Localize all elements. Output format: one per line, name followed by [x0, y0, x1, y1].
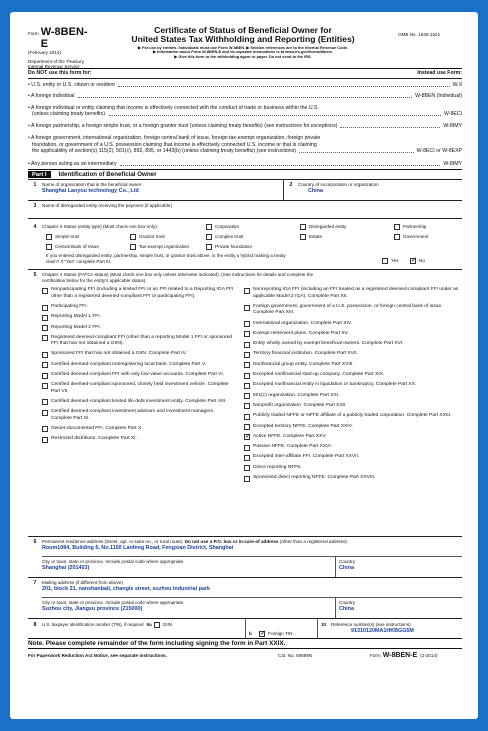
footer-form-number: W-8BEN-E — [382, 652, 418, 659]
fatca-option[interactable] — [42, 362, 236, 369]
fatca-checkbox[interactable] — [42, 426, 48, 432]
do-not-use-section — [28, 69, 462, 167]
option-simple-trust[interactable]: Simple trust — [46, 234, 79, 240]
not-use-item: • A foreign partnership, a foreign simple trust, or a foreign grantor trust (unless claiming treaty benefits) (see instructions for exceptions) — [28, 122, 338, 129]
fatca-option-label: Entity wholly owned by exempt beneficial owners. Complete Part XVI. — [253, 341, 404, 347]
not-use-form: W-8ECI or W-8EXP — [416, 148, 462, 154]
option-complex-trust[interactable]: Complex trust — [206, 234, 243, 240]
fatca-option[interactable] — [42, 382, 236, 395]
fatca-option[interactable] — [244, 304, 462, 317]
irs-label: Internal Revenue Service — [28, 64, 80, 70]
line7-label: Mailing address (if different from above) — [42, 580, 123, 585]
fatca-option-label: Nonreporting IGA FFI (including an FFI treated as a registered deemed-compliant FFI under an applicable Model 2 IGA). Complete Part XII. — [253, 287, 459, 299]
form-number: W-8BEN-E — [40, 26, 88, 50]
omb-number: OMB No. 1545-1621 — [398, 32, 441, 37]
part-label: Part I — [28, 171, 51, 178]
fatca-checkbox[interactable] — [244, 362, 250, 368]
form-header — [28, 26, 462, 68]
fatca-option-label: Certified deemed-compliant nonregistering local bank. Complete Part V. — [51, 361, 207, 367]
form-title-line2: United States Tax Withholding and Reporting (Entities) — [131, 34, 355, 45]
fatca-option[interactable] — [244, 362, 462, 369]
not-use-item: • U.S. entity or U.S. citizen or resident — [28, 81, 115, 88]
fatca-option-label: Sponsored direct reporting NFFE. Complete Part XXVIII. — [253, 475, 376, 481]
fatca-option[interactable] — [42, 372, 236, 379]
not-use-form: W-8IMY — [443, 160, 462, 167]
not-use-item-cont: foundation, or government of a U.S. possession claiming that income is effectively connected U.S. income or that is claiming — [32, 141, 317, 148]
fatca-checkbox[interactable] — [244, 476, 250, 482]
fatca-option[interactable] — [42, 287, 236, 300]
fatca-option-label: Exempt retirement plans. Complete Part XV. — [253, 330, 349, 336]
fatca-option-label: Certified deemed-compliant FFI with only low-value accounts. Complete Part VI. — [51, 372, 225, 378]
line2-label: Country of incorporation or organization — [298, 182, 379, 187]
form-title-line1: Certificate of Status of Beneficial Owner for — [154, 25, 332, 35]
fatca-checkbox[interactable] — [244, 403, 250, 409]
hybrid-question-line1: If you entered disregarded entity, partnership, simple trust, or grantor trust above, is the entity a hybrid making a treaty — [46, 253, 286, 258]
fatca-checkbox[interactable] — [244, 373, 250, 379]
fatca-checkbox[interactable] — [244, 424, 250, 430]
giin-checkbox[interactable]: GIIN — [154, 622, 172, 638]
line5-label-1: Chapter 4 Status (FATCA status) (Must check one box only unless otherwise indicated). (See instructions for details and complete the — [42, 272, 314, 277]
cat-number: Cat. No. 59689N — [278, 653, 313, 658]
line5-label-2: certification below for the entity's applicable status). — [42, 277, 147, 283]
fatca-checkbox[interactable] — [42, 410, 48, 416]
note-text: Note. Please complete remainder of the form including signing the form in Part XXIX. — [28, 640, 286, 647]
not-use-item: • A foreign individual — [28, 93, 75, 99]
fatca-checkbox[interactable] — [244, 288, 250, 294]
line9b-label: b — [249, 631, 252, 636]
fatca-checkbox[interactable] — [42, 399, 48, 405]
mailing-country-field[interactable]: China — [339, 605, 354, 612]
fatca-option-label: Foreign government, government of a U.S. possession, or foreign central bank of issue. Complete Part XIII. — [253, 304, 443, 316]
line6-label-bold: Do not use a P.O. box or in-care-of address — [184, 539, 279, 544]
do-not-use-heading: Do NOT use this form for: — [28, 70, 92, 76]
form-subtitle-1: ▶ For use by entities. Individuals must use Form W-8BEN. ▶ Section references are to the Internal Revenue Code. — [137, 44, 349, 50]
fatca-option-label: Territory financial institution. Complete Part XVII. — [253, 351, 358, 357]
line8-label: U.S. taxpayer identification number (TIN), if required — [42, 622, 144, 627]
fatca-option-label: Sponsored FFI that has not obtained a GIIN. Complete Part IV. — [51, 351, 187, 357]
fatca-checkbox[interactable] — [42, 373, 48, 379]
option-private-foundation[interactable]: Private foundation — [206, 244, 252, 250]
option-estate[interactable]: Estate — [300, 234, 322, 240]
dept-treasury: Department of the Treasury — [28, 58, 84, 64]
fatca-option[interactable] — [244, 351, 462, 358]
city-label: City or town, state or province. Include postal code where appropriate. — [42, 600, 185, 605]
org-name-field[interactable]: Shanghai Lanyou technology Co., Ltd — [42, 187, 139, 194]
fatca-option-label: Excepted inter-affiliate FFI. Complete Part XXVII. — [253, 454, 360, 460]
fatca-option[interactable] — [244, 382, 462, 389]
fatca-option-label: Nonfinancial group entity. Complete Part XVIII. — [253, 361, 354, 367]
line9a-label: 9a — [146, 622, 152, 627]
hybrid-no-checkbox[interactable]: ✓ No — [410, 258, 425, 264]
fatca-option[interactable] — [42, 399, 236, 406]
line6-label-end: (other than a registered address). — [279, 539, 349, 544]
fatca-checkbox[interactable] — [244, 331, 250, 337]
option-disregarded-entity[interactable]: Disregarded entity — [300, 224, 346, 230]
not-use-item: • A foreign individual or entity claiming that income is effectively connected with the conduct of trade or business within the U.S. — [28, 104, 319, 111]
fatca-option-label: Excepted territory NFFE. Complete Part XXIV. — [253, 423, 353, 429]
fatca-option[interactable] — [244, 465, 462, 472]
not-use-form: W-8ECI — [443, 111, 462, 117]
fatca-checkbox[interactable] — [42, 437, 48, 443]
form-page: Form W-8BEN-E (February 2014) Department of the Treasury Internal Revenue Service Certificate of Status of Beneficial Owner for United States Tax Withholding and Reporting (Entities) ▶ For use by entities. Individuals must use Form W-8BEN. ▶ Section references are to the Internal Revenue Code. ▶ Information about Form W-8BEN-E and its separate instructions is at www.irs.gov/formw8bene. ▶ Give this form to the withholding agent or payer. Do not send to the IRS. OMB No. 1545-1621 Do NOT use this form for: Instead use Form: • U.S. entity or U.S. citizen or resident W-9 • A foreign individual W-8BEN (Individual) • A foreign individual or entity claiming that income is effectively connected with the conduct of trade or business within the U.S. (unless claiming treaty benefits). W-8ECI • A foreign partnership, a foreign simple trust, or a foreign grantor trust (unless claiming treaty benefits) (see instructions for exceptions) W-8IMY • A foreign government, international organization, foreign central bank of issue, foreign tax-exempt organization, foreign private foundation, or government of a U.S. possession claiming that income is effectively connected U.S. income or that is claiming the applicability of section(s) 115(2), 501(c), 892, 895, or 1443(b) (unless claiming treaty benefits) (see instructions) W-8ECI or W-8EXP • Any person acting as an intermediary W-8IMY Part I Identification of Beneficial Owner 1 Name of organization that is the beneficial owner Shanghai Lanyou technology Co., Ltd 2 Country of incorporation or organization China 3 Name of disregarded entity receiving the payment (if applicable) 4 Chapter 3 Status (entity type) (Must check one box only): Corporation Disregarded entity Partnership Simple trust Grantor trust Complex trust Estate Government Central Bank of Issue Tax-exempt organization Private foundation If you entered disregarded entity, partnership, simple trust, or grantor trust above, is the entity a hybrid making a treaty claim? If "Yes" complete Part III. Yes ✓ No 5 Chapter 4 Status (FATCA status) (Must check one box only unless otherwise indicated). (See instructions for details and complete the certification below for the entity's applicable status). Nonparticipating FFI (including a limited FFI or an FFI related to a Reporting IGA FFI other than a registered deemed-compliant FFI or participating FFI). Participating FFI. Reporting Model 1 FFI. Reporting Model 2 FFI. Registered deemed-compliant FFI (other than a reporting Model 1 FFI or sponsored FFI that has not obtained a GIIN). Sponsored FFI that has not obtained a GIIN. Complete Part IV. Certified deemed-compliant nonregistering local bank. Complete Part V. Certified deemed-compliant FFI with only low-value accounts. Complete Part VI. Certified deemed-compliant sponsored, closely held investment vehicle. Complete Part VII. Certified deemed-compliant limited life debt investment entity. Complete Part VIII. Certified deemed-compliant investment advisors and investment managers. Complete Part IX. Owner-documented FFI. Complete Part X. Restricted distributor. Complete Part XI. Nonreporting IGA FFI (including an FFI treated as a registered deemed-compliant FFI under an applicable Model 2 IGA). Complete Part XII. Foreign government, government of a U.S. possession, or foreign central bank of issue. Complete Part XIII. International organization. Complete Part XIV. Exempt retirement plans. Complete Part XV. Entity wholly owned by exempt beneficial owners. Complete Part XVI. Territory financial institution. Complete Part XVII. Nonfinancial group entity. Complete Part XVIII. Excepted nonfinancial start-up company. Complete Part XIX. Excepted nonfinancial entity in liquidation or bankruptcy. Complete Part XX. 501(c) organization. Complete Part XXI. Nonprofit organization. Complete Part XXII. Publicly traded NFFE or NFFE affiliate of a publicly traded corporation. Complete Part XXIII. Excepted territory NFFE. Complete Part XXIV. ✓ Active NFFE. Complete Part XXV. Passive NFFE. Complete Part XXVI. Excepted inter-affiliate FFI. Complete Part XXVII. Direct reporting NFFE. Sponsored direct reporting NFFE. Complete Part XXVIII. 6 Permanent residence address (street, apt. or suite no., or rural route). Do not use a P.O. box or in-care-of address (other than a registered address). Room1084, Building 6, No.1150 Lanfeng Road, Fengxian District, Shanghai City or town, state or province. Include postal code where appropriate. Shanghai (201403) Country China 7 Mailing address (if different from above) 201, block 21, nanshanbali, changle street, suzhou industrial park City or town, state or province. Include postal code where appropriate. Suzhou city, Jiangsu province (215000) Country China 8 U.S. taxpayer identification number (TIN), if required 9a GIIN b ✓ Foreign TIN 10 Reference number(s) (see instructions) 91310120MA1HKBGG5M Note. Please complete remainder of the form including signing the form in Part XXIX. For Paperwork Reduction Act Notice, see separate instructions. Cat. No. 59689N Form W-8BEN-E (2-2014) — [10, 12, 478, 719]
fatca-option-label: Direct reporting NFFE. — [253, 464, 302, 470]
fatca-option-label: Passive NFFE. Complete Part XXVI. — [253, 444, 333, 450]
line1-label: Name of organization that is the beneficial owner — [42, 182, 142, 187]
fatca-checkbox[interactable] — [42, 335, 48, 341]
not-use-item-cont: (unless claiming treaty benefits). — [32, 111, 107, 117]
fatca-option-label: Owner-documented FFI. Complete Part X. — [51, 425, 143, 431]
fatca-right-column — [244, 287, 462, 485]
fatca-option[interactable] — [42, 426, 236, 433]
line4-label: Chapter 3 Status (entity type) (Must check one box only): — [42, 224, 158, 229]
fatca-option-label: Participating FFI. — [51, 304, 88, 310]
fatca-option[interactable] — [244, 287, 462, 300]
residence-city-field[interactable]: Shanghai (201403) — [42, 564, 90, 571]
country-of-incorporation-field[interactable]: China — [308, 187, 323, 194]
mailing-address-field[interactable]: 201, block 21, nanshanbali, changle street, suzhou industrial park — [42, 585, 211, 592]
fatca-checkbox[interactable] — [244, 321, 250, 327]
fatca-option-label: Nonprofit organization. Complete Part XXII. — [253, 402, 347, 408]
fatca-checkbox[interactable] — [244, 352, 250, 358]
fatca-checkbox[interactable] — [42, 352, 48, 358]
not-use-form: W-8BEN (Individual) — [415, 93, 462, 99]
fatca-checkbox[interactable] — [244, 383, 250, 389]
fatca-option-label: Certified deemed-compliant limited life debt investment entity. Complete Part VIII. — [51, 398, 227, 404]
fatca-option-label: International organization. Complete Part XIV. — [253, 320, 353, 326]
option-tax-exempt[interactable]: Tax-exempt organization — [130, 244, 189, 250]
fatca-option-label: Certified deemed-compliant sponsored, closely held investment vehicle. Complete Part VII. — [51, 382, 229, 394]
fatca-option[interactable] — [244, 372, 462, 379]
residence-country-field[interactable]: China — [339, 564, 354, 571]
fatca-option-label: Reporting Model 2 FFI. — [51, 324, 102, 330]
fatca-option[interactable] — [244, 341, 462, 348]
fatca-checkbox[interactable] — [42, 305, 48, 311]
option-corporation[interactable]: Corporation — [206, 224, 239, 230]
reference-number-field[interactable]: 91310120MA1HKBGG5M — [351, 627, 414, 634]
fatca-checkbox[interactable] — [244, 434, 250, 440]
form-subtitle-3: ▶ Give this form to the withholding agent or payer. Do not send to the IRS. — [174, 54, 312, 60]
hybrid-question-line2: claim? If "Yes" complete Part III. — [46, 259, 112, 264]
fatca-checkbox[interactable] — [42, 288, 48, 294]
country-label: Country — [339, 600, 356, 605]
footer-form-label: Form — [370, 653, 381, 658]
fatca-option[interactable] — [42, 325, 236, 332]
option-grantor-trust[interactable]: Grantor trust — [130, 234, 165, 240]
fatca-option[interactable] — [42, 335, 236, 348]
fatca-checkbox[interactable] — [244, 465, 250, 471]
fatca-option[interactable] — [244, 424, 462, 431]
fatca-checkbox[interactable] — [244, 342, 250, 348]
fatca-option[interactable] — [244, 321, 462, 328]
fatca-option-label: 501(c) organization. Complete Part XXI. — [253, 392, 340, 398]
instead-use-heading: Instead use Form: — [417, 70, 462, 76]
fatca-option[interactable] — [244, 475, 462, 482]
foreign-tin-checkbox[interactable]: ✓ Foreign TIN — [259, 631, 292, 636]
form-label: Form — [28, 31, 39, 36]
fatca-checkbox[interactable] — [42, 362, 48, 368]
fatca-option[interactable] — [244, 331, 462, 338]
paperwork-notice: For Paperwork Reduction Act Notice, see separate instructions. — [28, 653, 167, 658]
fatca-option-label: Active NFFE. Complete Part XXV. — [253, 433, 327, 439]
fatca-option[interactable] — [244, 413, 462, 420]
fatca-option[interactable] — [42, 304, 236, 311]
fatca-option-label: Nonparticipating FFI (including a limited FFI or an FFI related to a Reporting IGA FFI other than a registered deemed-compliant FFI or participating FFI). — [51, 287, 234, 299]
not-use-item: • Any person acting as an intermediary — [28, 160, 117, 167]
fatca-checkbox[interactable] — [42, 383, 48, 389]
line10-label: Reference number(s) (see instructions) — [331, 622, 411, 627]
fatca-checkbox[interactable] — [42, 325, 48, 331]
country-label: Country — [339, 559, 356, 564]
fatca-option[interactable] — [42, 351, 236, 358]
fatca-checkbox[interactable] — [244, 455, 250, 461]
form-subtitle-2: ▶ Information about Form W-8BEN-E and its separate instructions is at www.irs.gov/formw8bene. — [152, 49, 334, 55]
chapter3-status: 4 Chapter 3 Status (entity type) (Must check one box only): Corporation Disregarded entity Partnership Simple trust Grantor trust Complex trust Estate Government Central Bank of Issue Tax-exempt organization Private foundation If you entered disregarded entity, partnership, simple trust, or grantor trust above, is the entity a hybrid making a treaty claim? If "Yes" complete Part III. Yes ✓ No — [28, 219, 462, 269]
fatca-option[interactable] — [244, 393, 462, 400]
footer-revision: (2-2014) — [420, 653, 438, 658]
fatca-checkbox[interactable] — [244, 414, 250, 420]
option-partnership[interactable]: Partnership — [394, 224, 427, 230]
residence-address-field[interactable]: Room1084, Building 6, No.1150 Lanfeng Road, Fengxian District, Shanghai — [42, 544, 234, 551]
fatca-left-column — [42, 287, 236, 485]
fatca-checkbox[interactable] — [244, 445, 250, 451]
fatca-checkbox[interactable] — [42, 315, 48, 321]
fatca-option[interactable] — [42, 314, 236, 321]
fatca-option[interactable] — [244, 444, 462, 451]
fatca-option-label: Reporting Model 1 FFI. — [51, 314, 102, 320]
hybrid-yes-checkbox[interactable]: Yes — [382, 258, 399, 264]
not-use-form: W-8IMY — [443, 122, 462, 129]
fatca-option[interactable] — [42, 436, 236, 443]
fatca-option-label: Excepted nonfinancial start-up company. Complete Part XIX. — [253, 372, 385, 378]
line6-label: Permanent residence address (street, apt. or suite no., or rural route). — [42, 539, 184, 544]
not-use-item: • A foreign government, international organization, foreign central bank of issue, foreign tax-exempt organization, foreign private — [28, 135, 321, 141]
line3-label: Name of disregarded entity receiving the payment (if applicable) — [42, 203, 172, 208]
fatca-option-label: Excepted nonfinancial entity in liquidation or bankruptcy. Complete Part XX. — [253, 382, 417, 388]
option-government[interactable]: Government — [394, 234, 428, 240]
city-label: City or town, state or province. Include postal code where appropriate. — [42, 559, 185, 564]
fatca-checkbox[interactable] — [244, 305, 250, 311]
fatca-option[interactable] — [244, 454, 462, 461]
not-use-form: W-9 — [452, 81, 462, 88]
fatca-checkbox[interactable] — [244, 393, 250, 399]
fatca-option[interactable] — [244, 434, 462, 441]
part-title: Identification of Beneficial Owner — [58, 171, 157, 178]
chapter4-status: 5 Chapter 4 Status (FATCA status) (Must check one box only unless otherwise indicated). (See instructions for details and complete the certification below for the entity's applicable status). Nonparticipating FFI (including a limited FFI or an FFI related to a Reporting IGA FFI other than a registered deemed-compliant FFI or participating FFI). Participating FFI. Reporting Model 1 FFI. Reporting Model 2 FFI. Registered deemed-compliant FFI (other than a reporting Model 1 FFI or sponsored FFI that has not obtained a GIIN). Sponsored FFI that has not obtained a GIIN. Complete Part IV. Certified deemed-compliant nonregistering local bank. Complete Part V. Certified deemed-compliant FFI with only low-value accounts. Complete Part VI. Certified deemed-compliant sponsored, closely held investment vehicle. Complete Part VII. Certified deemed-compliant limited life debt investment entity. Complete Part VIII. Certified deemed-compliant investment advisors and investment managers. Complete Part IX. Owner-documented FFI. Complete Part X. Restricted distributor. Complete Part XI. Nonreporting IGA FFI (including an FFI treated as a registered deemed-compliant FFI under an applicable Model 2 IGA). Complete Part XII. Foreign government, government of a U.S. possession, or foreign central bank of issue. Complete Part XIII. International organization. Complete Part XIV. Exempt retirement plans. Complete Part XV. Entity wholly owned by exempt beneficial owners. Complete Part XVI. Territory financial institution. Complete Part XVII. Nonfinancial group entity. Complete Part XVIII. Excepted nonfinancial start-up company. Complete Part XIX. Excepted nonfinancial entity in liquidation or bankruptcy. Complete Part XX. 501(c) organization. Complete Part XXI. Nonprofit organization. Complete Part XXII. Publicly traded NFFE or NFFE affiliate of a publicly traded corporation. Complete Part XXIII. Excepted territory NFFE. Complete Part XXIV. ✓ Active NFFE. Complete Part XXV. Passive NFFE. Complete Part XXVI. Excepted inter-affiliate FFI. Complete Part XXVII. Direct reporting NFFE. Sponsored direct reporting NFFE. Complete Part XXVIII. — [28, 270, 462, 536]
fatca-option[interactable] — [42, 409, 236, 422]
fatca-option-label: Restricted distributor. Complete Part XI. — [51, 436, 137, 442]
mailing-city-field[interactable]: Suzhou city, Jiangsu province (215000) — [42, 605, 143, 612]
not-use-item-cont: the applicability of section(s) 115(2), 501(c), 892, 895, or 1443(b) (unless claiming treaty benefits) (see instructions) — [32, 148, 297, 154]
form-date: (February 2014) — [28, 50, 61, 55]
option-central-bank[interactable]: Central Bank of Issue — [46, 244, 99, 250]
fatca-option[interactable] — [244, 403, 462, 410]
fatca-option-label: Registered deemed-compliant FFI (other than a reporting Model 1 FFI or sponsored FFI that has not obtained a GIIN). — [51, 334, 233, 347]
fatca-option-label: Certified deemed-compliant investment advisors and investment managers. Complete Part IX. — [51, 409, 215, 421]
fatca-option-label: Publicly traded NFFE or NFFE affiliate of a publicly traded corporation. Complete Part XXIII. — [253, 413, 452, 419]
